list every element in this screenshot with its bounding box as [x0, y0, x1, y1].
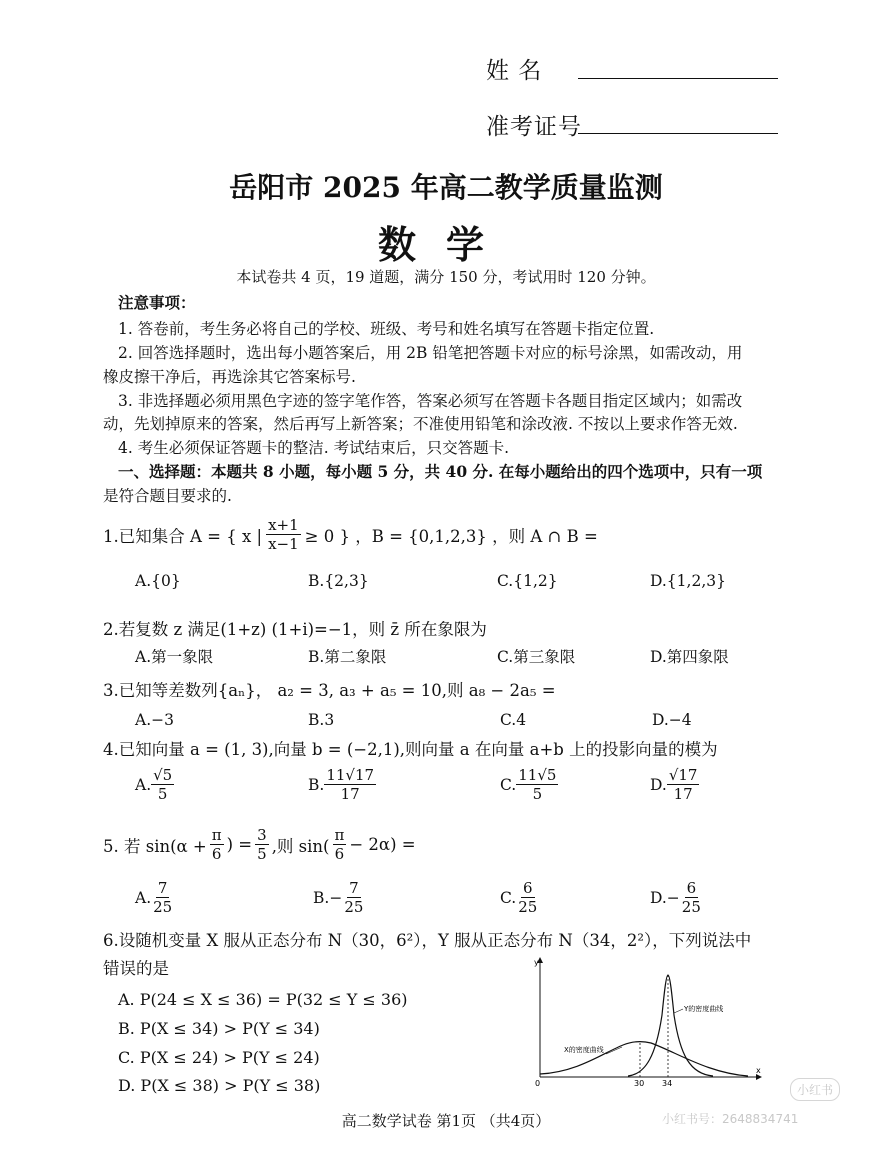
name-label: 姓 名 — [486, 58, 543, 84]
q1-fraction — [266, 516, 301, 553]
origin-label: 0 — [535, 1079, 541, 1088]
q4-c-num: 11√5 — [518, 766, 557, 784]
q2-option-d[interactable]: D.第四象限 — [650, 648, 729, 666]
question-6-cont: 错误的是 — [103, 959, 169, 978]
exam-info: 本试卷共 4 页，19 道题，满分 150 分，考试用时 120 分钟。 — [236, 268, 656, 286]
notice-item-3: 3. 非选择题必须用黑色字迹的签字笔作答，答案必须写在答题卡各题目指定区域内；如需改 — [118, 392, 743, 410]
watermark-logo: 小红书 — [790, 1078, 840, 1101]
q4-c-letter: C. — [500, 775, 517, 794]
q4-b-den: 17 — [340, 785, 360, 803]
name-field-line[interactable] — [578, 78, 778, 79]
q2-option-b[interactable]: B.第二象限 — [308, 648, 387, 666]
q4-option-c[interactable] — [500, 766, 558, 803]
q5-b-num: 7 — [349, 879, 359, 897]
notice-item-2-cont: 橡皮擦干净后，再选涂其它答案标号. — [103, 368, 356, 386]
y-curve-pointer — [674, 1009, 683, 1013]
q4-option-b[interactable] — [308, 766, 376, 803]
q4-b-letter: B. — [308, 775, 325, 794]
question-5 — [103, 826, 416, 863]
q2-option-c[interactable]: C.第三象限 — [497, 648, 576, 666]
tick-30-label: 30 — [634, 1079, 645, 1088]
q5-option-a[interactable] — [135, 879, 174, 916]
q5-part-3: ,则 sin( — [271, 836, 330, 856]
q4-d-num: √17 — [668, 766, 698, 784]
page-footer: 高二数学试卷 第1页 （共4页） — [341, 1112, 551, 1130]
y-axis-label: y — [534, 958, 539, 967]
q1-option-b[interactable]: B.{2,3} — [308, 572, 369, 590]
q6-option-c[interactable]: C. P(X ≤ 24) > P(Y ≤ 24) — [118, 1048, 320, 1067]
question-2: 2.若复数 z 满足(1+z) (1+i)=−1，则 z̄ 所在象限为 — [103, 620, 487, 639]
notice-item-2: 2. 回答选择题时，选出每小题答案后，用 2B 铅笔把答题卡对应的标号涂黑，如需改动，用 — [118, 344, 743, 362]
q2-option-a[interactable]: A.第一象限 — [135, 648, 214, 666]
q1-option-c[interactable]: C.{1,2} — [497, 572, 558, 590]
notice-item-4: 4. 考生必须保证答题卡的整洁. 考试结束后，只交答题卡. — [118, 439, 509, 457]
q3-option-c[interactable]: C.4 — [500, 711, 527, 729]
question-1 — [103, 516, 598, 553]
q4-d-letter: D. — [650, 775, 667, 794]
q5-option-c[interactable] — [500, 879, 539, 916]
q6-option-b[interactable]: B. P(X ≤ 34) > P(Y ≤ 34) — [118, 1019, 320, 1038]
q5-b-letter: B.− — [313, 888, 343, 907]
ticket-label: 准考证号 — [486, 114, 582, 140]
question-6: 6.设随机变量 X 服从正态分布 N（30，6²），Y 服从正态分布 N（34，2²），下列说法中 — [103, 931, 752, 950]
q4-option-d[interactable] — [650, 766, 699, 803]
q5-part-1: 5. 若 sin(α + — [103, 836, 207, 856]
section-heading-cont: 是符合题目要求的. — [103, 487, 232, 505]
q4-d-den: 17 — [673, 785, 693, 803]
q4-b-num: 11√17 — [326, 766, 375, 784]
q5-d-letter: D.− — [650, 888, 680, 907]
q5-a-num: 7 — [157, 879, 168, 897]
q5-f1-den: 6 — [211, 845, 222, 863]
x-curve-pointer — [606, 1047, 622, 1054]
q5-c-num: 6 — [523, 879, 533, 897]
q5-d-den: 25 — [681, 898, 701, 916]
q1-frac-den: x−1 — [268, 535, 299, 553]
question-4: 4.已知向量 a = (1, 3),向量 b = (−2,1),则向量 a 在向量 a+b 上的投影向量的模为 — [103, 740, 718, 759]
q5-part-2: ) = — [226, 835, 253, 854]
ticket-field-line[interactable] — [578, 133, 778, 134]
notice-item-3-cont: 动，先划掉原来的答案，然后再写上新答案；不准使用铅笔和涂改液. 不按以上要求作答无效. — [103, 415, 738, 433]
question-3: 3.已知等差数列{aₙ}， a₂ = 3, a₃ + a₅ = 10,则 a₈ − 2a₅ = — [103, 681, 556, 700]
q1-prefix: 1.已知集合 A = { x | — [103, 526, 263, 546]
q1-suffix: ≥ 0 } ，B = {0,1,2,3} ，则 A ∩ B = — [304, 526, 598, 546]
q4-a-letter: A. — [135, 775, 152, 794]
q3-option-d[interactable]: D.−4 — [652, 711, 692, 729]
exam-title: 岳阳市 2025 年高二教学质量监测 — [229, 171, 663, 204]
q5-f2-num: 3 — [257, 826, 267, 844]
q1-option-a[interactable]: A.{0} — [135, 572, 181, 590]
q1-frac-num: x+1 — [268, 516, 299, 534]
q4-c-den: 5 — [532, 785, 543, 803]
q6-option-a[interactable]: A. P(24 ≤ X ≤ 36) = P(32 ≤ Y ≤ 36) — [118, 990, 408, 1009]
y-curve-label: Y的密度曲线 — [684, 1005, 724, 1013]
q6-density-figure — [518, 955, 768, 1090]
q4-a-num: √5 — [153, 766, 173, 784]
q5-option-d[interactable] — [650, 879, 703, 916]
q5-f2-den: 5 — [257, 845, 267, 863]
q4-a-den: 5 — [157, 785, 168, 803]
q1-option-d[interactable]: D.{1,2,3} — [650, 572, 726, 590]
q5-b-den: 25 — [344, 898, 364, 916]
q5-f3-num: π — [334, 826, 345, 844]
notice-heading: 注意事项： — [118, 293, 196, 312]
q5-f3-den: 6 — [334, 845, 345, 863]
notice-item-1: 1. 答卷前，考生务必将自己的学校、班级、考号和姓名填写在答题卡指定位置. — [118, 320, 655, 338]
q5-a-letter: A. — [135, 888, 152, 907]
q5-part-4: − 2α) = — [349, 835, 416, 854]
section-heading: 一、选择题：本题共 8 小题，每小题 5 分，共 40 分. 在每小题给出的四个选项中，只有一项 — [118, 462, 763, 481]
q4-option-a[interactable] — [135, 766, 174, 803]
q5-c-den: 25 — [518, 898, 538, 916]
q3-option-a[interactable]: A.−3 — [135, 711, 174, 729]
tick-34-label: 34 — [662, 1079, 673, 1088]
x-curve-label: X的密度曲线 — [564, 1046, 604, 1054]
q5-a-den: 25 — [153, 898, 173, 916]
x-axis-label: x — [756, 1066, 761, 1075]
y-density-curve — [628, 975, 713, 1076]
q5-f1-num: π — [211, 826, 222, 844]
q6-option-d[interactable]: D. P(X ≤ 38) > P(Y ≤ 38) — [118, 1076, 321, 1095]
subject-title: 数学 — [377, 222, 514, 267]
q5-c-letter: C. — [500, 888, 517, 907]
watermark-id: 小红书号：2648834741 — [662, 1112, 799, 1126]
q5-option-b[interactable] — [313, 879, 365, 916]
q5-d-num: 6 — [686, 879, 697, 897]
q3-option-b[interactable]: B.3 — [308, 711, 335, 729]
